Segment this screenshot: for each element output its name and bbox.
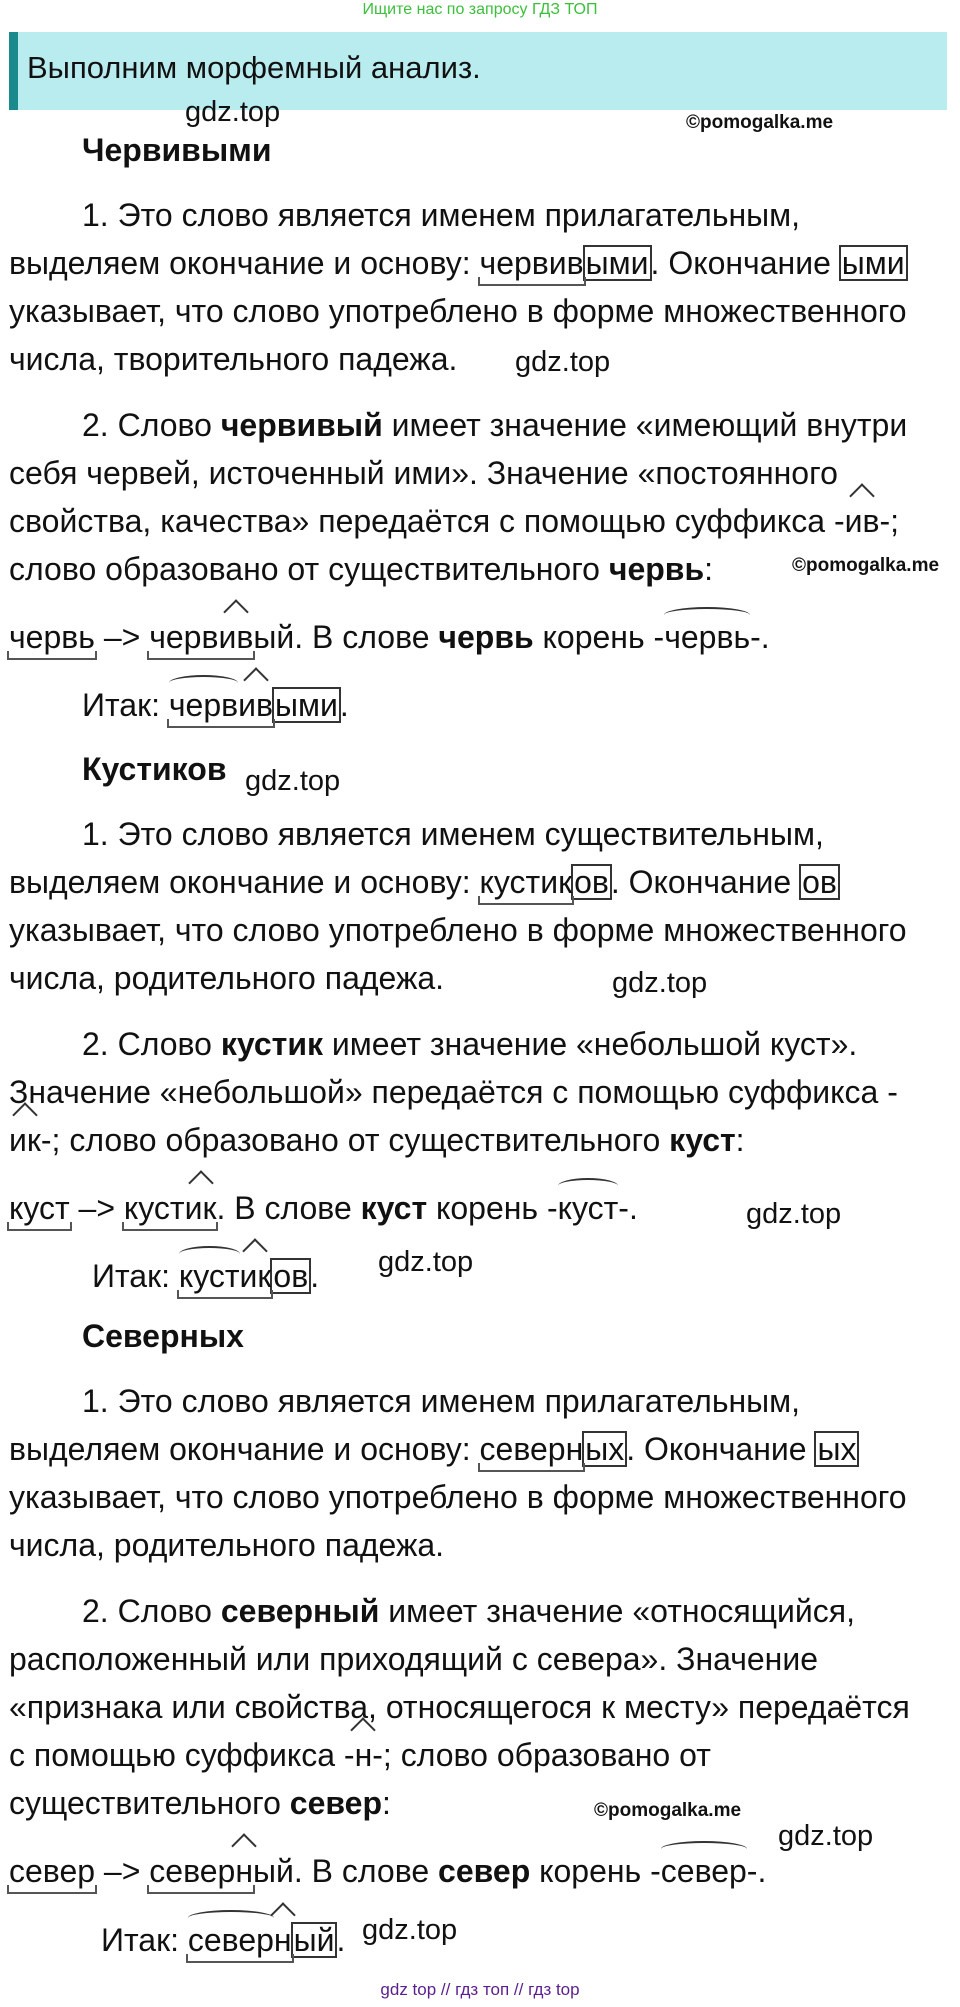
text: ый	[253, 1853, 294, 1889]
word-stem	[149, 1851, 253, 1891]
text: ый	[253, 619, 295, 655]
word-stem: кустик	[479, 864, 573, 900]
root-part: куст	[123, 1190, 185, 1226]
text: имеет значение «небольшой куст».	[323, 1026, 858, 1062]
bold-word: червь	[438, 619, 534, 655]
header-title: Выполним морфемный анализ.	[27, 50, 481, 85]
paragraph-line	[82, 1024, 857, 1064]
suffix-mark: ив	[218, 619, 254, 655]
conclusion-line	[82, 685, 349, 725]
text: слово образовано от существительного	[9, 551, 609, 587]
text: :	[735, 1122, 745, 1158]
text: выделяем окончание и основу:	[9, 864, 480, 900]
text: Итак:	[101, 1922, 188, 1958]
text: 2. Слово	[82, 1026, 221, 1062]
root-mark: черв	[168, 687, 239, 723]
word-ending: ыми	[841, 245, 905, 281]
paragraph-line: 1. Это слово является именем прилагательным,	[82, 1383, 801, 1419]
word-ending: ыми	[585, 245, 649, 281]
text: 2. Слово	[82, 1593, 221, 1629]
paragraph-line: указывает, что слово употреблено в форме множественного	[9, 912, 907, 948]
text: выделяем окончание и основу:	[9, 245, 480, 281]
text: -; слово образовано от	[372, 1737, 711, 1773]
bold-word: север	[438, 1853, 531, 1889]
paragraph-line	[9, 501, 899, 541]
word-title: Северных	[82, 1318, 244, 1354]
text: . В слове	[294, 619, 439, 655]
watermark-gdz: gdz.top	[612, 967, 708, 999]
paragraph-line	[82, 1591, 855, 1631]
word-stem	[179, 1256, 272, 1296]
text: корень -	[533, 619, 665, 655]
suffix-mark: ик	[184, 1190, 217, 1226]
text: Итак:	[92, 1258, 179, 1294]
word-stem: север	[9, 1853, 96, 1889]
paragraph-line: числа, творительного падежа.	[9, 341, 458, 377]
suffix-mark: ив	[238, 687, 274, 723]
conclusion-line	[101, 1920, 345, 1960]
text: . Окончание	[650, 245, 840, 281]
paragraph-line: «признака или свойства, относящегося к месту» передаётся	[9, 1689, 910, 1725]
paragraph-line: 1. Это слово является именем прилагательным,	[82, 197, 801, 233]
paragraph-line	[9, 549, 713, 589]
suffix-mark: н	[354, 1737, 373, 1773]
header-accent-bar	[9, 32, 18, 110]
paragraph-line	[9, 1735, 711, 1775]
word-stem	[169, 685, 273, 725]
paragraph-line: себя червей, источенный ими». Значение «постоянного	[9, 455, 838, 491]
text: . Окончание	[610, 864, 801, 900]
root-part: север	[149, 1853, 236, 1889]
paragraph-line: числа, родительного падежа.	[9, 960, 445, 996]
text: -; слово образовано от существительного	[40, 1122, 670, 1158]
bold-word: кустик	[220, 1026, 324, 1062]
watermark-gdz: gdz.top	[515, 346, 611, 378]
derivation-line	[9, 1188, 638, 1228]
text: :	[381, 1785, 391, 1821]
watermark-gdz: gdz.top	[378, 1246, 474, 1278]
text: .	[310, 1258, 320, 1294]
suffix-mark: ик	[9, 1122, 41, 1158]
paragraph-line: расположенный или приходящий с севера». Значение	[9, 1641, 819, 1677]
watermark-gdz: gdz.top	[362, 1914, 458, 1946]
derivation-line	[9, 617, 770, 657]
word-stem: северн	[479, 1431, 584, 1467]
suffix-mark: н	[235, 1853, 253, 1889]
top-banner[interactable]: Ищите нас по запросу ГДЗ ТОП	[362, 1, 598, 18]
bold-word: червь	[608, 551, 705, 587]
conclusion-line	[92, 1256, 319, 1296]
root-mark: куст	[178, 1258, 240, 1294]
text: .	[339, 687, 349, 723]
watermark-gdz: gdz.top	[778, 1820, 874, 1852]
text: свойства, качества» передаётся с помощью суффикса -	[9, 503, 845, 539]
text: Итак:	[82, 687, 169, 723]
derivation-line	[9, 1851, 766, 1891]
word-stem	[149, 617, 253, 657]
text: -;	[879, 503, 900, 539]
watermark-gdz: gdz.top	[245, 765, 341, 797]
text: . В слове	[293, 1853, 439, 1889]
suffix-mark: ик	[239, 1258, 272, 1294]
word-stem	[188, 1920, 292, 1960]
watermark-pomogalka: ©pomogalka.me	[686, 112, 834, 133]
text: выделяем окончание и основу:	[9, 1431, 480, 1467]
text: -.	[750, 619, 770, 655]
arrow: –>	[94, 619, 150, 655]
watermark-pomogalka: ©pomogalka.me	[792, 555, 940, 576]
word-ending: ыми	[275, 687, 338, 723]
text: . Окончание	[626, 1431, 816, 1467]
paragraph-line: числа, родительного падежа.	[9, 1527, 445, 1563]
word-title: Кустиков	[82, 751, 227, 787]
text: существительного	[9, 1785, 290, 1821]
text: -.	[618, 1190, 638, 1226]
paragraph-line: Значение «небольшой» передаётся с помощью суффикса -	[9, 1074, 898, 1110]
word-stem: червь	[9, 619, 95, 655]
word-title: Червивыми	[82, 132, 272, 168]
paragraph-line	[9, 243, 907, 283]
word-ending: ый	[293, 1922, 335, 1958]
suffix-mark: н	[273, 1922, 292, 1958]
arrow: –>	[95, 1853, 150, 1889]
bold-word: червивый	[220, 407, 383, 443]
paragraph-line: указывает, что слово употреблено в форме множественного	[9, 293, 907, 329]
paragraph-line: 1. Это слово является именем существительным,	[82, 816, 824, 852]
word-stem	[124, 1188, 217, 1228]
root-mark: куст	[557, 1190, 619, 1226]
paragraph-line	[9, 1120, 745, 1160]
paragraph-line: указывает, что слово употреблено в форме множественного	[9, 1479, 907, 1515]
bold-word: куст	[669, 1122, 736, 1158]
suffix-mark: ив	[844, 503, 880, 539]
watermark-gdz: gdz.top	[746, 1198, 842, 1230]
text: с помощью суффикса -	[9, 1737, 355, 1773]
word-ending: ов	[273, 1258, 309, 1294]
section-header	[9, 32, 947, 110]
text: .	[336, 1922, 346, 1958]
word-stem: червив	[479, 245, 584, 281]
root-part: черв	[149, 619, 219, 655]
watermark-pomogalka: ©pomogalka.me	[594, 1800, 742, 1821]
paragraph-line	[9, 1783, 391, 1823]
text: имеет значение «относящийся,	[379, 1593, 855, 1629]
text: . В слове	[216, 1190, 361, 1226]
text: имеет значение «имеющий внутри	[382, 407, 908, 443]
watermark-gdz: gdz.top	[185, 96, 281, 128]
text: корень -	[427, 1190, 558, 1226]
text: :	[704, 551, 714, 587]
bold-word: куст	[360, 1190, 428, 1226]
root-mark: червь	[664, 619, 751, 655]
word-ending: ов	[574, 864, 609, 900]
text: 2. Слово	[82, 407, 221, 443]
word-ending: ых	[817, 1431, 857, 1467]
word-ending: ов	[802, 864, 837, 900]
footer-links[interactable]: gdz top // гдз топ // гдз top	[380, 1980, 580, 1999]
bold-word: северный	[220, 1593, 380, 1629]
root-mark: север	[187, 1922, 274, 1958]
paragraph-line	[9, 1429, 858, 1469]
paragraph-line	[9, 862, 839, 902]
word-ending: ых	[585, 1431, 625, 1467]
root-mark: север	[660, 1853, 747, 1889]
arrow: –>	[69, 1190, 124, 1226]
text: корень -	[530, 1853, 661, 1889]
text: -.	[746, 1853, 767, 1889]
paragraph-line	[82, 405, 907, 445]
bold-word: север	[289, 1785, 382, 1821]
word-stem: куст	[9, 1190, 70, 1226]
